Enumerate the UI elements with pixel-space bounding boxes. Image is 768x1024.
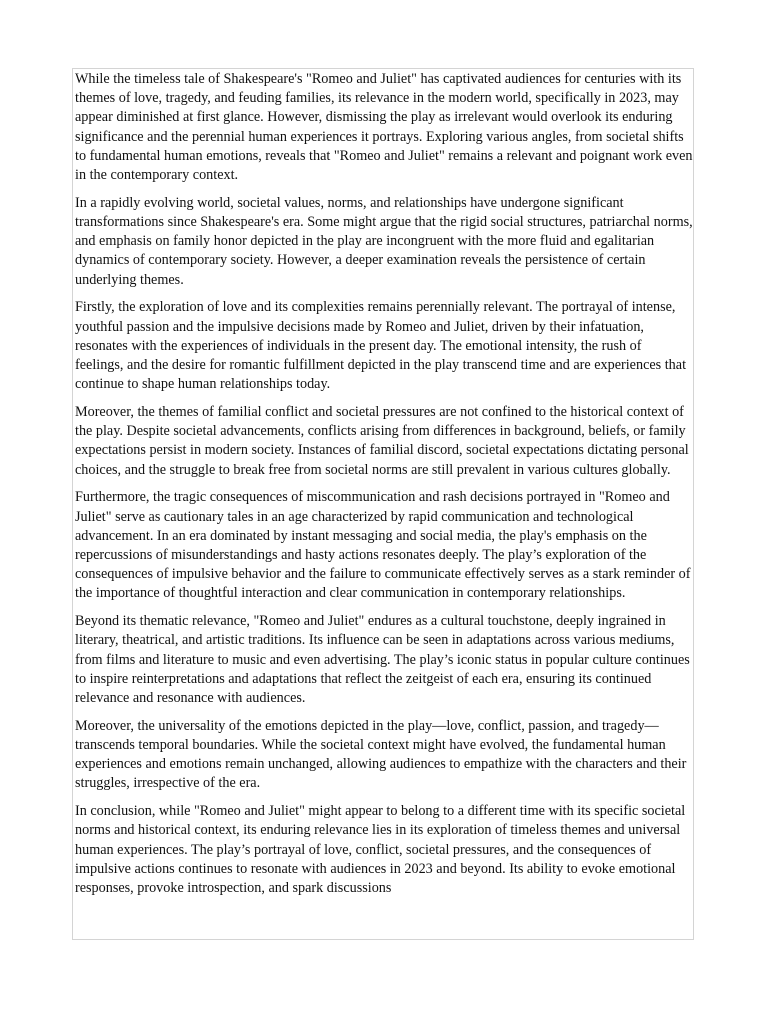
paragraph-1: While the timeless tale of Shakespeare's "Romeo and Juliet" has captivated audiences for centuries with its themes of love, tragedy, and feuding families, its relevance in the modern world, specifically in 2023, may appear diminished at first glance. However, dismissing the play as irrelevant would overlook its enduring significance and the perennial human experiences it portrays. Exploring various angles, from societal shifts to fundamental human emotions, reveals that "Romeo and Juliet" remains a relevant and poignant work even in the contemporary context. [75, 71, 693, 184]
paragraph-5: Furthermore, the tragic consequences of miscommunication and rash decisions portrayed in "Romeo and Juliet" serve as cautionary tales in an age characterized by rapid communication and technological advancement. In an era dominated by instant messaging and social media, the play's emphasis on the repercussions of misunderstandings and hasty actions resonates deeply. The play’s exploration of the consequences of impulsive behavior and the failure to communicate effectively serves as a stark reminder of the importance of thoughtful interaction and clear communication in contemporary relationships. [75, 489, 691, 602]
paragraph-2: In a rapidly evolving world, societal values, norms, and relationships have undergone significant transformations since Shakespeare's era. Some might argue that the rigid social structures, patriarchal norms, and emphasis on family honor depicted in the play are incongruent with the more fluid and egalitarian dynamics of contemporary society. However, a deeper examination reveals the persistence of certain underlying themes. [75, 194, 693, 288]
essay-text-frame [72, 68, 694, 940]
paragraph-4: Moreover, the themes of familial conflict and societal pressures are not confined to the historical context of the play. Despite societal advancements, conflicts arising from differences in background, beliefs, or family expectations persist in modern society. Instances of familial discord, societal expectations dictating personal choices, and the struggle to break free from societal norms are still prevalent in various cultures globally. [75, 404, 689, 478]
paragraph-8: In conclusion, while "Romeo and Juliet" might appear to belong to a different time with its specific societal norms and historical context, its enduring relevance lies in its exploration of timeless themes and universal human experiences. The play’s portrayal of love, conflict, societal pressures, and the consequences of impulsive actions continues to resonate with audiences in 2023 and beyond. Its ability to evoke emotional responses, provoke introspection, and spark discussions [75, 803, 686, 897]
paragraph-3: Firstly, the exploration of love and its complexities remains perennially relevant. The portrayal of intense, youthful passion and the impulsive decisions made by Romeo and Juliet, driven by their infatuation, resonates with the experiences of individuals in the present day. The emotional intensity, the rush of feelings, and the desire for romantic fulfillment depicted in the play transcend time and are experiences that continue to shape human relationships today. [75, 299, 687, 393]
paragraph-6: Beyond its thematic relevance, "Romeo and Juliet" endures as a cultural touchstone, deeply ingrained in literary, theatrical, and artistic traditions. Its influence can be seen in adaptations across various mediums, from films and literature to music and even advertising. The play’s iconic status in popular culture continues to inspire reinterpretations and adaptations that reflect the zeitgeist of each era, ensuring its continued relevance and resonance with audiences. [75, 613, 690, 707]
paragraph-7: Moreover, the universality of the emotions depicted in the play—love, conflict, passion, and tragedy—transcends temporal boundaries. While the societal context might have evolved, the fundamental human experiences and emotions remain unchanged, allowing audiences to empathize with the characters and their struggles, irrespective of the era. [75, 717, 687, 792]
